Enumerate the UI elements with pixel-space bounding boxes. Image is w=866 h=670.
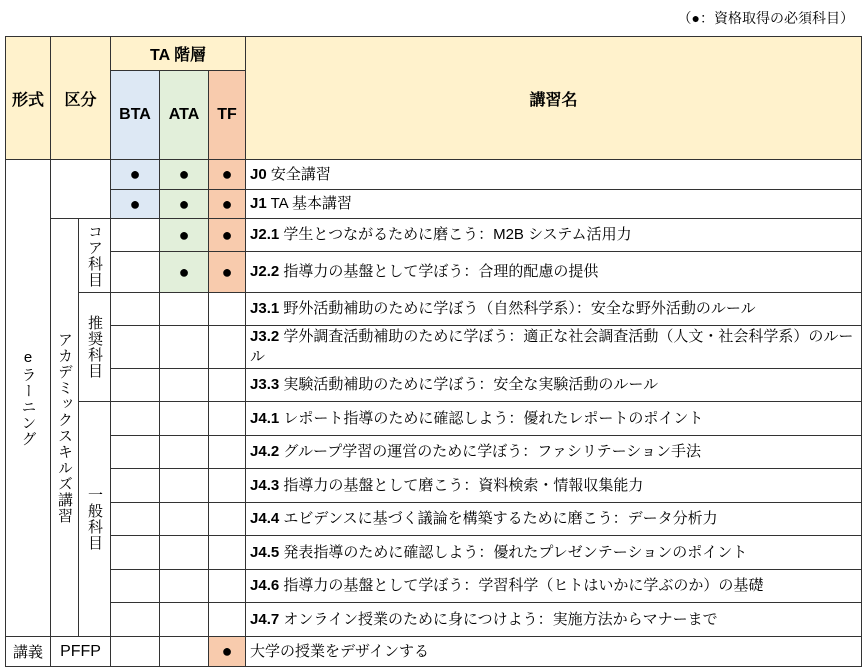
course-code: J4.6 [250, 577, 280, 594]
tf-mark-cell [209, 503, 246, 536]
tf-mark-cell [209, 570, 246, 603]
tf-mark-cell [209, 293, 246, 326]
course-name-cell [246, 536, 862, 570]
group-recommended-label: 推奨科目 [86, 315, 103, 379]
table-row [6, 369, 862, 402]
bta-mark-cell [111, 369, 160, 402]
group-core-label: コア科目 [86, 223, 103, 288]
bta-mark-cell [111, 252, 160, 293]
table-row [6, 252, 862, 293]
course-code: J3.2 [250, 328, 280, 345]
bta-mark-cell [111, 469, 160, 503]
ata-mark-cell [160, 402, 209, 436]
ata-mark-cell: ● [160, 252, 209, 293]
group-academic-skills-label: アカデミックスキルズ講習 [56, 331, 73, 524]
course-name-cell [246, 252, 862, 293]
bta-mark-cell: ● [111, 160, 160, 190]
bta-mark-cell [111, 603, 160, 637]
table-row [6, 402, 862, 436]
group-general-label: 一般科目 [86, 487, 103, 551]
course-code: J4.1 [250, 409, 280, 427]
course-name-cell [246, 603, 862, 637]
table-row [6, 570, 862, 603]
bta-mark-cell [111, 326, 160, 369]
table-row [6, 293, 862, 326]
course-code: J4.7 [250, 610, 280, 628]
ata-mark-cell [160, 536, 209, 570]
course-code: J4.3 [250, 476, 280, 494]
table-row [6, 603, 862, 637]
course-code: J4.2 [250, 443, 280, 460]
course-name-cell [246, 369, 862, 402]
course-name-cell [246, 469, 862, 503]
course-title: 発表指導のために確認しよう：優れたプレゼンテーションのポイント [283, 543, 748, 561]
course-name-cell [246, 160, 862, 190]
header-ata: ATA [160, 71, 209, 160]
bta-mark-cell [111, 436, 160, 469]
ata-mark-cell [160, 570, 209, 603]
bta-mark-cell [111, 402, 160, 436]
bta-mark-cell [111, 536, 160, 570]
ata-mark-cell [160, 293, 209, 326]
course-title: 大学の授業をデザインする [250, 642, 429, 660]
category-pffp: PFFP [51, 637, 111, 667]
course-name-cell [246, 402, 862, 436]
header-ta-level: TA 階層 [111, 37, 246, 71]
course-title: オンライン授業のために身につけよう：実施方法からマナーまで [283, 610, 718, 628]
course-name-cell [246, 293, 862, 326]
bta-mark-cell [111, 637, 160, 667]
tf-mark-cell [209, 536, 246, 570]
course-title: グループ学習の運営のために学ぼう：ファシリテーション手法 [283, 443, 701, 460]
course-name-cell [246, 190, 862, 219]
table-row [6, 469, 862, 503]
ata-mark-cell [160, 603, 209, 637]
group-academic-skills [51, 219, 79, 637]
course-title: 野外活動補助のために学ぼう（自然科学系）：安全な野外活動のルール [283, 300, 756, 317]
tf-mark-cell: ● [209, 219, 246, 252]
group-core [79, 219, 111, 293]
bta-mark-cell [111, 570, 160, 603]
header-format: 形式 [6, 37, 51, 160]
tf-mark-cell [209, 436, 246, 469]
course-name-cell [246, 570, 862, 603]
group-general [79, 402, 111, 637]
empty-category [51, 160, 111, 219]
ata-mark-cell [160, 369, 209, 402]
group-recommended [79, 293, 111, 402]
tf-mark-cell [209, 369, 246, 402]
format-lecture: 講義 [6, 637, 51, 667]
course-title: エビデンスに基づく議論を構築するために磨こう：データ分析力 [283, 510, 718, 527]
course-title: 学生とつながるために磨こう：M2B システム活用力 [283, 226, 632, 243]
course-title: 実験活動補助のために学ぼう：安全な実験活動のルール [283, 376, 659, 393]
tf-mark-cell [209, 402, 246, 436]
course-code: J3.1 [250, 300, 280, 317]
course-code: J2.1 [250, 226, 280, 243]
course-title: 指導力の基盤として磨こう：資料検索・情報収集能力 [283, 476, 644, 494]
course-title: 指導力の基盤として学ぼう：学習科学（ヒトはいかに学ぶのか）の基礎 [283, 577, 764, 594]
course-title: レポート指導のために確認しよう：優れたレポートのポイント [283, 409, 704, 427]
course-name-cell [246, 326, 862, 369]
ata-mark-cell [160, 436, 209, 469]
tf-mark-cell: ● [209, 252, 246, 293]
tf-mark-cell [209, 603, 246, 637]
ata-mark-cell [160, 469, 209, 503]
course-title: 学外調査活動補助のために学ぼう：適正な社会調査活動（人文・社会科学系）のルール [250, 328, 854, 365]
tf-mark-cell: ● [209, 160, 246, 190]
group-elearning-label: eラーニング [19, 349, 37, 447]
table-row [6, 536, 862, 570]
tf-mark-cell: ● [209, 190, 246, 219]
table-row [6, 326, 862, 369]
course-title: TA 基本講習 [270, 195, 353, 212]
header-tf: TF [209, 71, 246, 160]
ata-mark-cell: ● [160, 219, 209, 252]
course-code: J3.3 [250, 376, 280, 393]
course-name-cell [246, 503, 862, 536]
table-row [6, 190, 862, 219]
ata-mark-cell [160, 503, 209, 536]
course-title: 安全講習 [270, 165, 331, 183]
bta-mark-cell [111, 503, 160, 536]
bta-mark-cell [111, 219, 160, 252]
course-code: J2.2 [250, 263, 280, 280]
course-code: J1 [250, 195, 267, 212]
header-category: 区分 [51, 37, 111, 160]
ata-mark-cell [160, 326, 209, 369]
course-table [5, 36, 862, 667]
ata-mark-cell [160, 637, 209, 667]
group-elearning [6, 160, 51, 637]
course-code: J0 [250, 165, 267, 183]
legend-note: （●：資格取得の必須科目） [677, 10, 854, 26]
table-row [6, 160, 862, 190]
table-row [6, 219, 862, 252]
tf-mark-cell: ● [209, 637, 246, 667]
bta-mark-cell: ● [111, 190, 160, 219]
table-row [6, 436, 862, 469]
course-code: J4.5 [250, 543, 280, 561]
ata-mark-cell: ● [160, 190, 209, 219]
ata-mark-cell: ● [160, 160, 209, 190]
header-course: 講習名 [246, 37, 862, 160]
bta-mark-cell [111, 293, 160, 326]
course-name-cell [246, 219, 862, 252]
tf-mark-cell [209, 326, 246, 369]
course-code: J4.4 [250, 510, 280, 527]
course-name-cell [246, 637, 862, 667]
table-row [6, 503, 862, 536]
table-row [6, 637, 862, 667]
course-name-cell [246, 436, 862, 469]
course-title: 指導力の基盤として学ぼう：合理的配慮の提供 [283, 263, 599, 280]
header-bta: BTA [111, 71, 160, 160]
tf-mark-cell [209, 469, 246, 503]
